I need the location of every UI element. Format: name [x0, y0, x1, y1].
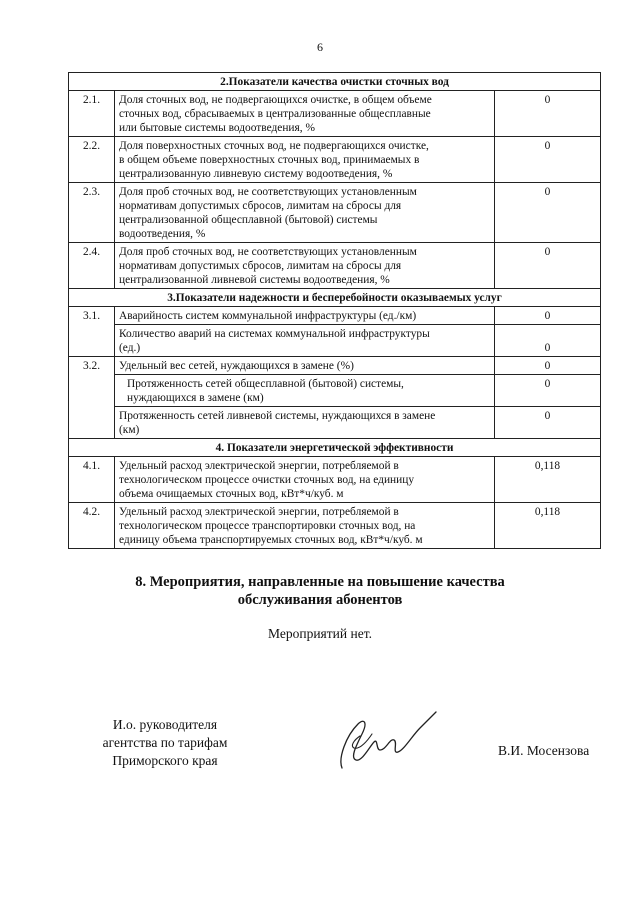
- indicators-table: [68, 72, 601, 549]
- row-value: 0: [495, 325, 601, 357]
- signer-position: [80, 716, 250, 770]
- heading-line: 8. Мероприятия, направленные на повышение качества: [135, 574, 505, 590]
- desc-line: Количество аварий на системах коммунальной инфраструктуры: [119, 328, 430, 340]
- row-value: 0: [495, 407, 601, 439]
- row-value: 0: [495, 91, 601, 137]
- position-line: агентства по тарифам: [102, 735, 228, 750]
- row-description: [115, 91, 495, 137]
- row-value: 0: [495, 183, 601, 243]
- desc-line: (км): [119, 424, 140, 436]
- row-value: 0: [495, 375, 601, 407]
- row-description: [115, 457, 495, 503]
- row-value: 0,118: [495, 503, 601, 549]
- table-row: [69, 375, 601, 407]
- row-number: 2.1.: [69, 91, 115, 137]
- desc-line: нормативам допустимых сбросов, лимитам на сбросы для: [119, 200, 402, 212]
- desc-line: централизованной ливневой системы водоотведения, %: [119, 274, 390, 286]
- row-description: [115, 307, 495, 325]
- row-value: 0: [495, 307, 601, 325]
- row-value: 0: [495, 243, 601, 289]
- table-row: [69, 91, 601, 137]
- table-row: [69, 457, 601, 503]
- desc-line: или бытовые системы водоотведения, %: [119, 122, 315, 134]
- row-description: [115, 357, 495, 375]
- desc-line: в общем объеме поверхностных сточных вод, принимаемых в: [119, 154, 420, 166]
- table-row: [69, 325, 601, 357]
- desc-line: объема очищаемых сточных вод, кВт*ч/куб. м: [119, 488, 344, 500]
- row-description: [115, 375, 495, 407]
- desc-line: Протяженность сетей ливневой системы, нуждающихся в замене: [119, 410, 436, 422]
- table-row: [69, 243, 601, 289]
- signature-stroke: [352, 734, 372, 748]
- desc-line: централизованную ливневую систему водоотведения, %: [119, 168, 393, 180]
- desc-line: Доля сточных вод, не подвергающихся очистке, в общем объеме: [119, 94, 432, 106]
- desc-line: технологическом процессе очистки сточных вод, на единицу: [119, 474, 415, 486]
- heading-line: обслуживания абонентов: [237, 592, 403, 608]
- table-row: [69, 137, 601, 183]
- desc-line: Доля проб сточных вод, не соответствующих установленным: [119, 186, 417, 198]
- desc-line: нуждающихся в замене (км): [127, 392, 264, 404]
- row-description: [115, 183, 495, 243]
- row-number: 4.2.: [69, 503, 115, 549]
- section-title: 4. Показатели энергетической эффективности: [69, 439, 601, 457]
- table-row: [69, 183, 601, 243]
- desc-line: Доля проб сточных вод, не соответствующих установленным: [119, 246, 417, 258]
- row-value: 0: [495, 137, 601, 183]
- page-number: 6: [317, 40, 323, 54]
- position-line: И.о. руководителя: [112, 717, 218, 732]
- desc-line: Аварийность систем коммунальной инфраструктуры (ед./км): [119, 310, 417, 322]
- measures-text: Мероприятий нет.: [268, 626, 372, 641]
- table-row: [69, 357, 601, 375]
- row-description: [115, 503, 495, 549]
- signer-name: В.И. Мосензова: [498, 743, 590, 758]
- section-header-row: [69, 439, 601, 457]
- desc-line: Протяженность сетей общесплавной (бытовой) системы,: [127, 378, 404, 390]
- desc-line: технологическом процессе транспортировки сточных вод, на: [119, 520, 416, 532]
- position-line: Приморского края: [112, 753, 218, 768]
- row-description: [115, 243, 495, 289]
- row-number: 2.2.: [69, 137, 115, 183]
- row-description: [115, 137, 495, 183]
- desc-line: (ед.): [119, 342, 141, 354]
- row-number: 2.4.: [69, 243, 115, 289]
- desc-line: Удельный вес сетей, нуждающихся в замене (%): [119, 360, 354, 372]
- desc-line: сточных вод, сбрасываемых в централизованные общесплавные: [119, 108, 431, 120]
- row-value: 0,118: [495, 457, 601, 503]
- section-8-heading: [90, 573, 550, 609]
- desc-line: водоотведения, %: [119, 228, 206, 240]
- row-number: 3.2.: [69, 357, 115, 439]
- desc-line: Удельный расход электрической энергии, потребляемой в: [119, 460, 399, 472]
- row-number: 3.1.: [69, 307, 115, 357]
- row-description: [115, 325, 495, 357]
- section-header-row: [69, 73, 601, 91]
- row-description: [115, 407, 495, 439]
- table-row: [69, 307, 601, 325]
- row-value: 0: [495, 357, 601, 375]
- section-title: 3.Показатели надежности и бесперебойности оказываемых услуг: [69, 289, 601, 307]
- desc-line: Удельный расход электрической энергии, потребляемой в: [119, 506, 399, 518]
- desc-line: централизованной общесплавной (бытовой) системы: [119, 214, 378, 226]
- section-header-row: [69, 289, 601, 307]
- table-row: [69, 503, 601, 549]
- desc-line: единицу объема транспортируемых сточных вод, кВт*ч/куб. м: [119, 534, 423, 546]
- handwritten-signature: [320, 706, 440, 776]
- row-number: 2.3.: [69, 183, 115, 243]
- row-number: 4.1.: [69, 457, 115, 503]
- desc-line: нормативам допустимых сбросов, лимитам на сбросы для: [119, 260, 402, 272]
- desc-line: Доля поверхностных сточных вод, не подвергающихся очистке,: [119, 140, 429, 152]
- table-row: [69, 407, 601, 439]
- section-title: 2.Показатели качества очистки сточных вод: [69, 73, 601, 91]
